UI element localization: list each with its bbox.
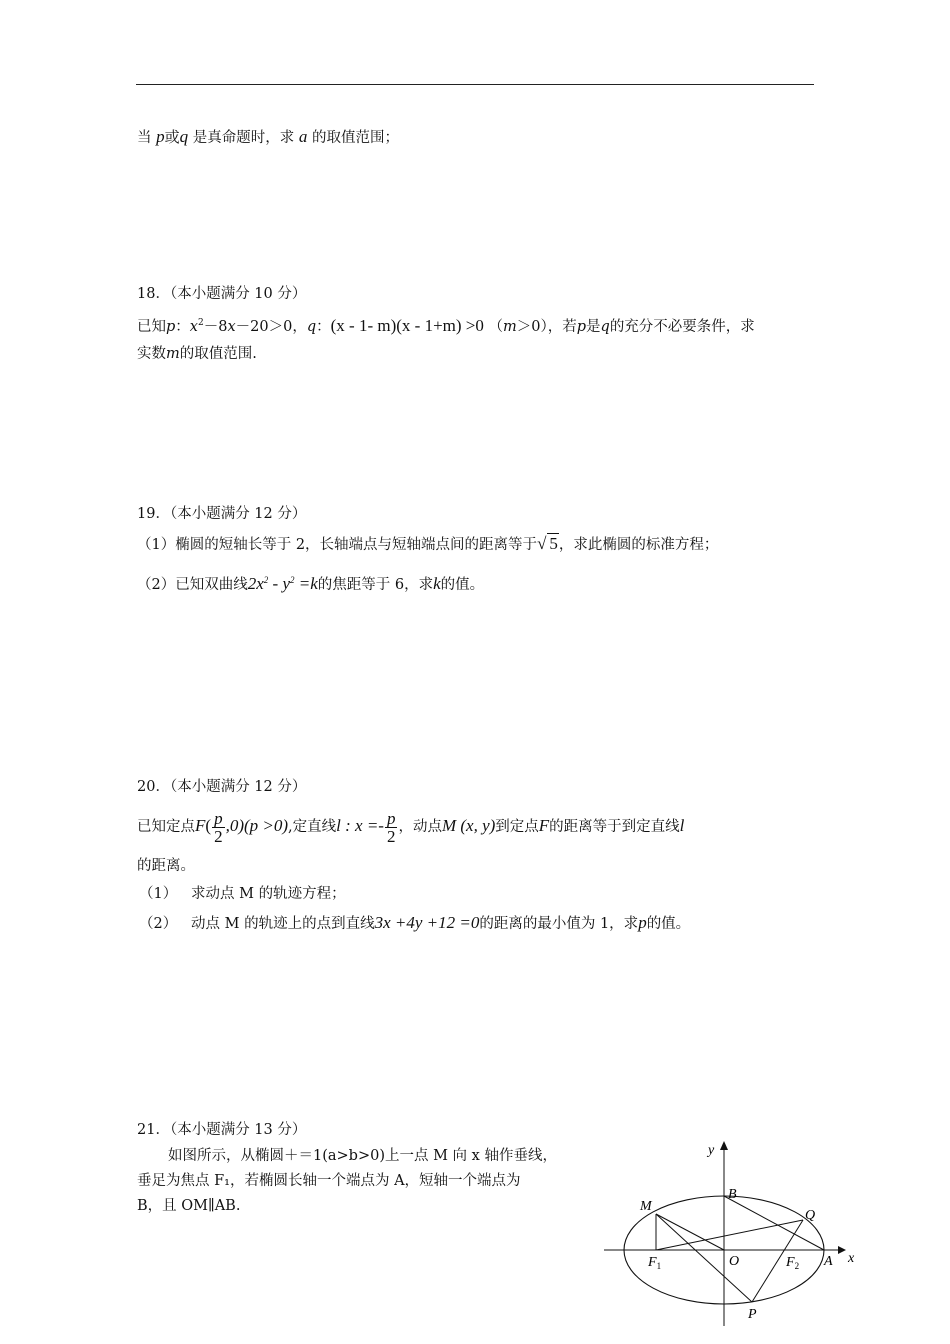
sqrt-expression: √ 5 [537,534,558,553]
segment-F1-Q [656,1220,803,1250]
header-rule [136,84,814,85]
sqrt-radicand: 5 [549,534,558,553]
text: 当 [137,130,152,146]
q20-line1 [137,809,684,849]
text: ： [175,319,190,335]
math-q: q [306,319,317,335]
x-axis-arrow [838,1246,846,1254]
segment-A-B [724,1196,824,1250]
eq-part: 2x [247,574,264,593]
label-M: M [640,1199,652,1214]
q20-header: 20．（本小题满分 12 分） [137,779,307,795]
q17-line1 [137,127,399,148]
math-inequality: (x - 1- m)(x - 1+m) >0 [330,316,484,335]
exponent: 2 [263,575,269,585]
fraction-p-over-2 [385,810,398,845]
text: 实数 [137,346,166,362]
math-x: x [227,319,236,335]
denominator: 2 [386,826,396,846]
text: 动点 M 的轨迹上的点到直线 [191,916,375,932]
label-y: y [708,1143,715,1158]
label-O: O [729,1254,740,1269]
q21-line1: 如图所示，从椭圆＋＝1(a>b>0)上一点 M 向 x 轴作垂线， [168,1148,557,1164]
math-m: m [502,319,517,335]
label-F2: $F_2$ [786,1255,800,1271]
q18-header: 18．（本小题满分 10 分） [137,286,307,302]
q19-line2 [137,570,484,595]
math-k: k [433,574,441,593]
q19-line1 [137,533,718,555]
math-line-equation: 3x +4y +12 =0 [374,913,480,932]
item-number: （1） [139,886,178,902]
q20-item2 [139,913,690,934]
math-F: F [538,816,550,835]
hyperbola-equation [248,574,318,593]
text: ＞0），若 [516,319,577,335]
math-m: m [166,346,180,362]
label-B: B [728,1187,737,1202]
q19-header: 19．（本小题满分 12 分） [137,506,307,522]
exponent: 2 [197,318,204,328]
text: 已知 [137,319,166,335]
text: ： [316,319,331,335]
q20-item1 [139,884,346,904]
text: 已知定点 [137,819,195,835]
text: 的距离的最小值为 1，求 [479,916,639,932]
math-x: x [189,319,198,335]
text: 的取值范围； [311,130,399,146]
math-q: q [179,127,189,146]
text: 的值。 [646,916,691,932]
math-p: p [638,913,647,932]
text: （1）椭圆的短轴长等于 2，长轴端点与短轴端点间的距离等于 [137,537,538,553]
text: （2）已知双曲线 [137,577,248,593]
math-a: a [298,127,308,146]
math-M: M (x, y) [441,816,496,835]
text: ,定直线 [288,819,337,835]
text: －8 [203,319,228,335]
label-P: P [748,1307,757,1322]
text-or: 或 [164,130,180,146]
text: －20＞0， [235,319,307,335]
q18-line2 [137,344,257,364]
text: ，求此椭圆的标准方程； [558,537,719,553]
math-F: F [195,816,206,835]
text: 的距离等于到定直线 [549,819,680,835]
label-x: x [848,1251,855,1266]
text: 的值。 [440,577,485,593]
denominator: 2 [214,826,223,846]
paren: ( [205,816,212,835]
label-F1: $F_1$ [648,1255,662,1271]
q20-line2: 的距离。 [137,858,195,874]
ellipse-figure [598,1136,868,1336]
math-p: p [576,319,587,335]
math-l: l [679,816,685,835]
math-p: p [166,319,176,335]
q21-header: 21．（本小题满分 13 分） [137,1122,307,1138]
y-axis-arrow [720,1141,728,1150]
item-number: （2） [139,916,178,932]
label-A: A [824,1254,833,1269]
text: 的充分不必要条件，求 [609,319,755,335]
text: ，动点 [398,819,442,835]
fraction-p-over-2 [212,810,225,845]
math-q: q [600,319,610,335]
eq-part: - y [268,574,290,593]
q21-line3: B，且 OM∥AB. [137,1198,241,1214]
exponent: 2 [290,575,295,585]
label-Q: Q [805,1208,816,1223]
text: （ [488,319,503,335]
math-point-condition: ,0)(p >0) [225,816,289,835]
text: 到定点 [495,819,539,835]
math-p: p [156,127,165,146]
text: 是 [586,319,601,335]
eq-part: =k [294,574,318,593]
text: 的取值范围. [179,346,257,362]
math-line-l: l : x =- [336,816,384,835]
q18-line1 [137,313,755,337]
numerator: p [214,808,223,828]
numerator: p [386,808,396,828]
text: 是真命题时，求 [192,130,295,146]
text: 的焦距等于 6，求 [317,577,434,593]
text: 求动点 M 的轨迹方程； [191,886,346,902]
q21-line2: 垂足为焦点 F₁，若椭圆长轴一个端点为 A，短轴一个端点为 [137,1173,521,1189]
